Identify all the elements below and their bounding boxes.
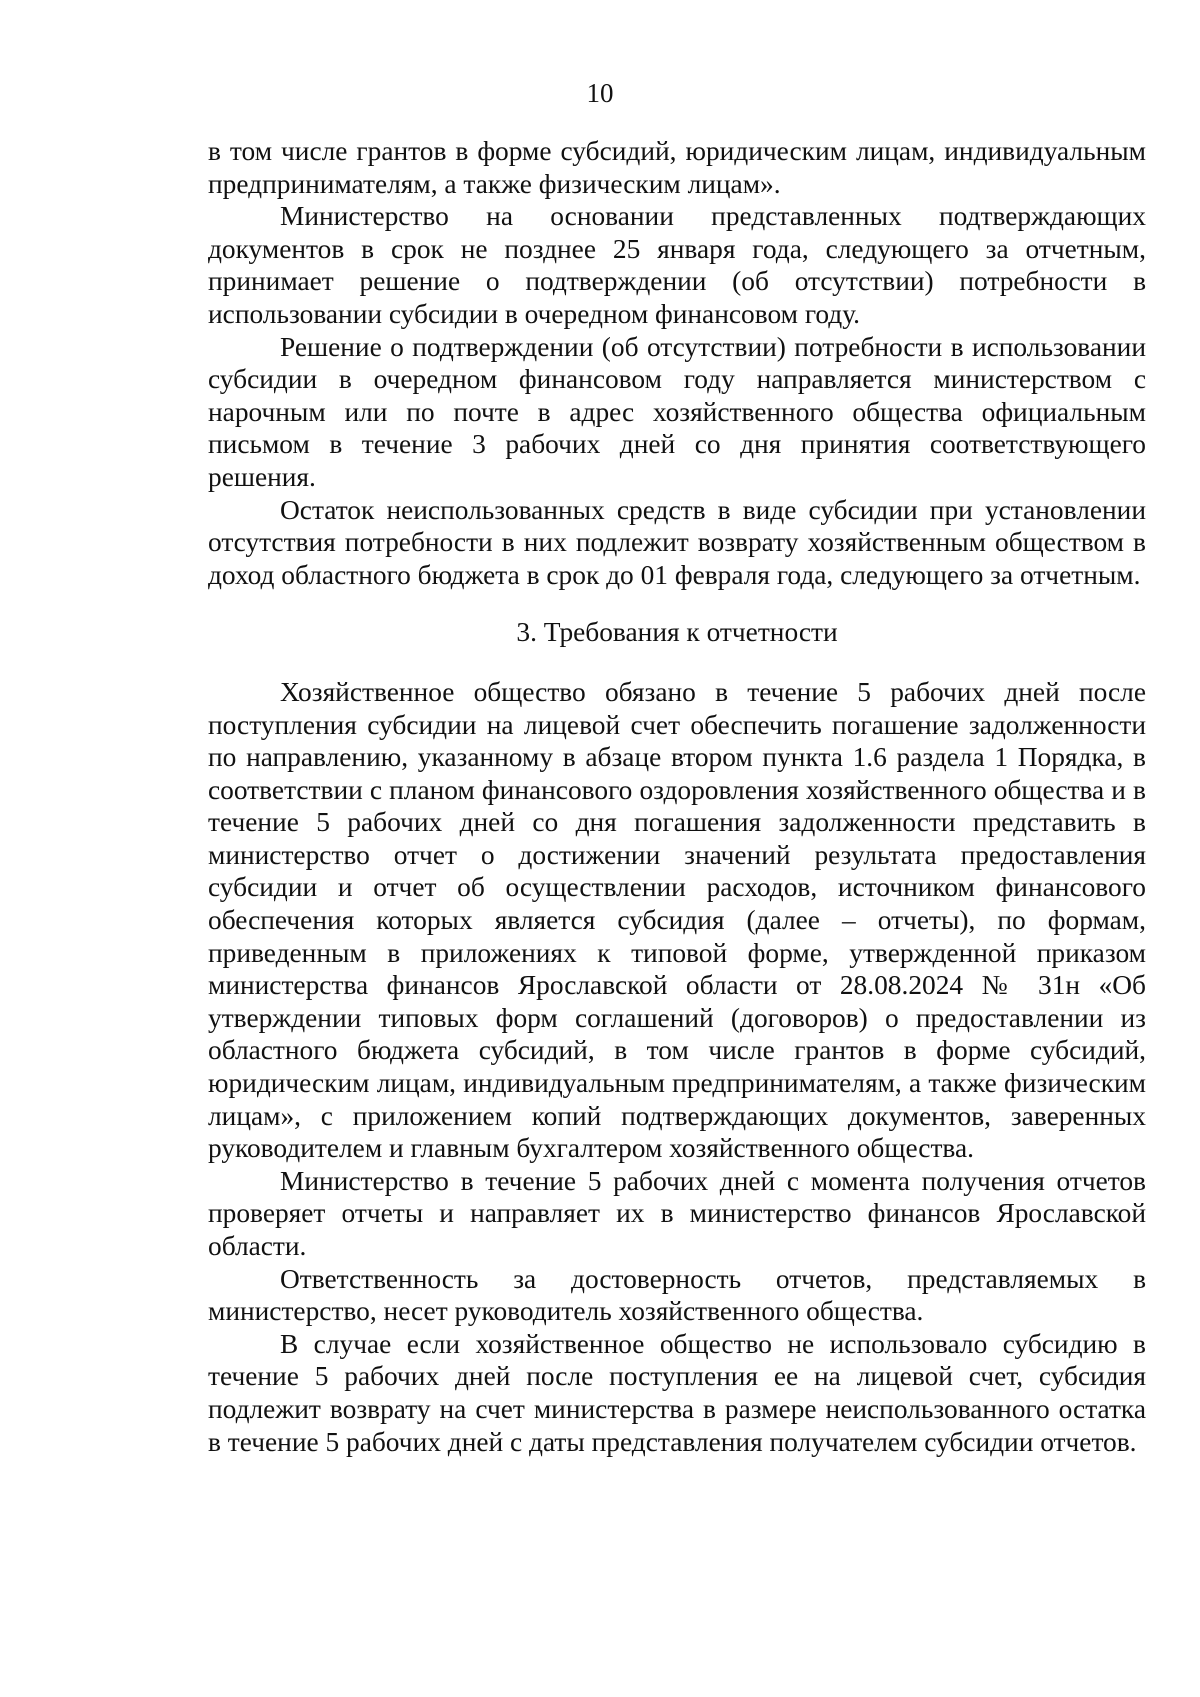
paragraph-unused-funds: Остаток неиспользованных средств в виде субсидии при установлении отсутствия потребности в них подлежит возврату хозяйственным обществом в доход областного бюджета в срок до 01 февраля года, следующего за отчетным.	[208, 494, 1146, 590]
paragraph-continuation: в том числе грантов в форме субсидий, юридическим лицам, индивидуальным предпринимателям, а также физическим лицам».	[208, 136, 1146, 199]
paragraph-responsibility: Ответственность за достоверность отчетов, представляемых в министерство, несет руководитель хозяйственного общества.	[208, 1263, 1146, 1327]
paragraph-subsidy-return: В случае если хозяйственное общество не использовало субсидию в течение 5 рабочих дней после поступления ее на лицевой счет, субсидия подлежит возврату на счет министерства в размере неиспользованного остатка в течение 5 рабочих дней с даты представления получателем субсидии отчетов.	[208, 1328, 1146, 1457]
page-number: 10	[586, 78, 614, 108]
paragraph-decision-notice: Решение о подтверждении (об отсутствии) потребности в использовании субсидии в очередном финансовом году направляется министерством с нарочным или по почте в адрес хозяйственного общества официальным письмом в течение 3 рабочих дней со дня принятия соответствующего решения.	[208, 331, 1146, 492]
paragraph-reporting-obligation: Хозяйственное общество обязано в течение 5 рабочих дней после поступления субсидии на лицевой счет обеспечить погашение задолженности по направлению, указанному в абзаце втором пункта 1.6 раздела 1 Порядка, в соответствии с планом финансового оздоровления хозяйственного общества и в течение 5 рабочих дней со дня погашения задолженности представить в министерство отчет о достижении значений результата предоставления субсидии и отчет об осуществлении расходов, источником финансового обеспечения которых является субсидия (далее – отчеты), по формам, приведенным в приложениях к типовой форме, утвержденной приказом министерства финансов Ярославской области от 28.08.2024 № 31н «Об утверждении типовых форм соглашений (договоров) о предоставлении из областного бюджета субсидий, в том числе грантов в форме субсидий, юридическим лицам, индивидуальным предпринимателям, а также физическим лицам», с приложением копий подтверждающих документов, заверенных руководителем и главным бухгалтером хозяйственного общества.	[208, 676, 1146, 1164]
paragraph-ministry-decision: Министерство на основании представленных подтверждающих документов в срок не позднее 25 января года, следующего за отчетным, принимает решение о подтверждении (об отсутствии) потребности в использовании субсидии в очередном финансовом году.	[208, 201, 1146, 329]
section-heading: 3. Требования к отчетности	[516, 617, 838, 648]
paragraph-report-review: Министерство в течение 5 рабочих дней с момента получения отчетов проверяет отчеты и направляет их в министерство финансов Ярославской области.	[208, 1165, 1146, 1261]
document-body	[208, 135, 1146, 1458]
